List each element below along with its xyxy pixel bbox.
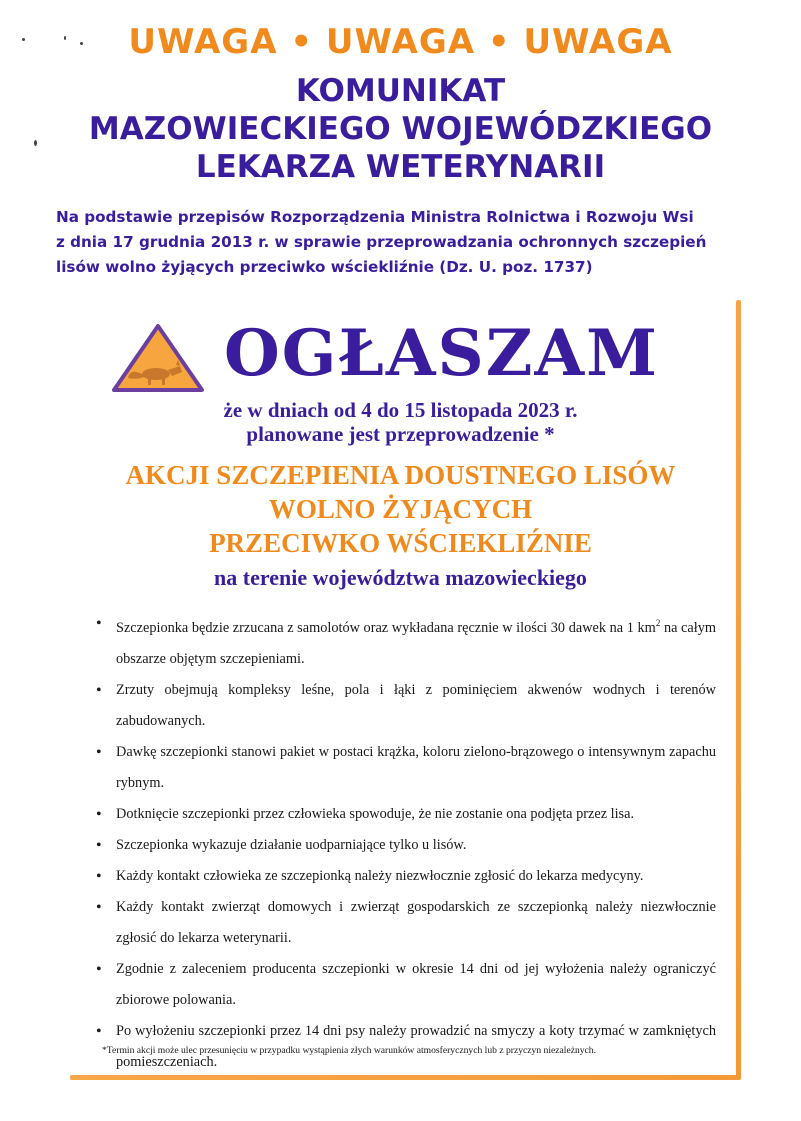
title-line-komunikat: KOMUNIKAT — [295, 73, 506, 109]
list-item: • Dawkę szczepionki stanowi pakiet w postaci krążka, koloru zielono-brązowego o intensywnym zapachu rybnym. — [96, 737, 716, 799]
action-title — [0, 458, 801, 560]
list-item: • Zgodnie z zaleceniem producenta szczepionki w okresie 14 dni od jej wyłożenia należy ograniczyć zbiorowe polowania. — [96, 954, 716, 1016]
list-item: • Każdy kontakt człowieka ze szczepionką należy niezwłocznie zgłosić do lekarza medycyny. — [96, 861, 716, 892]
list-item: • Zrzuty obejmują kompleksy leśne, pola i łąki z pominięciem akwenów wodnych i terenów zabudowanych. — [96, 675, 716, 737]
date-line: planowane jest przeprowadzenie * — [246, 422, 555, 446]
rules-list — [96, 608, 716, 1078]
action-line: AKCJI SZCZEPIENIA DOUSTNEGO LISÓW — [125, 460, 676, 490]
list-item: • Dotknięcie szczepionki przez człowieka spowoduje, że nie zostanie ona podjęta przez lisa. — [96, 799, 716, 830]
list-item: • Szczepionka będzie zrzucana z samolotów oraz wykładana ręcznie w ilości 30 dawek na 1 $km^2$ na całym obszarze objętym szczepieniami. — [96, 608, 716, 675]
legal-basis — [56, 205, 756, 280]
announce-word: OGŁASZAM — [224, 316, 659, 391]
legal-basis-line: Na podstawie przepisów Rozporządzenia Ministra Rolnictwa i Rozwoju Wsi — [56, 208, 694, 226]
area-statement: na terenie województwa mazowieckiego — [214, 565, 587, 590]
legal-basis-line: lisów wolno żyjących przeciwko wściekliźnie (Dz. U. poz. 1737) — [56, 258, 593, 276]
fox-warning-triangle-icon — [110, 322, 206, 394]
action-line: PRZECIWKO WŚCIEKLIŹNIE — [209, 528, 592, 558]
footnote: *Termin akcji może ulec przesunięciu w przypadku wystąpienia złych warunków atmosferycznych lub z przyczyn niezależnych. — [102, 1045, 597, 1056]
title-line-voivodeship: MAZOWIECKIEGO WOJEWÓDZKIEGO — [88, 111, 713, 147]
title-line-veterinarian: LEKARZA WETERYNARII — [195, 149, 606, 185]
list-item: • Po wyłożeniu szczepionki przez 14 dni psy należy prowadzić na smyczy a koty trzymać w zamkniętych pomieszczeniach. — [96, 1016, 716, 1078]
list-item: • Każdy kontakt zwierząt domowych i zwierząt gospodarskich ze szczepionką należy niezwłocznie zgłosić do lekarza weterynarii. — [96, 892, 716, 954]
date-line: że w dniach od 4 do 15 listopada 2023 r. — [223, 398, 578, 422]
title-block — [0, 72, 801, 186]
list-item: • Szczepionka wykazuje działanie uodparniające tylko u lisów. — [96, 830, 716, 861]
triangle-shape — [114, 326, 202, 390]
action-line: WOLNO ŻYJĄCYCH — [268, 494, 533, 524]
legal-basis-line: z dnia 17 grudnia 2013 r. w sprawie przeprowadzania ochronnych szczepień — [56, 233, 707, 251]
date-statement — [0, 398, 801, 446]
warning-heading: UWAGA • UWAGA • UWAGA — [128, 22, 673, 62]
